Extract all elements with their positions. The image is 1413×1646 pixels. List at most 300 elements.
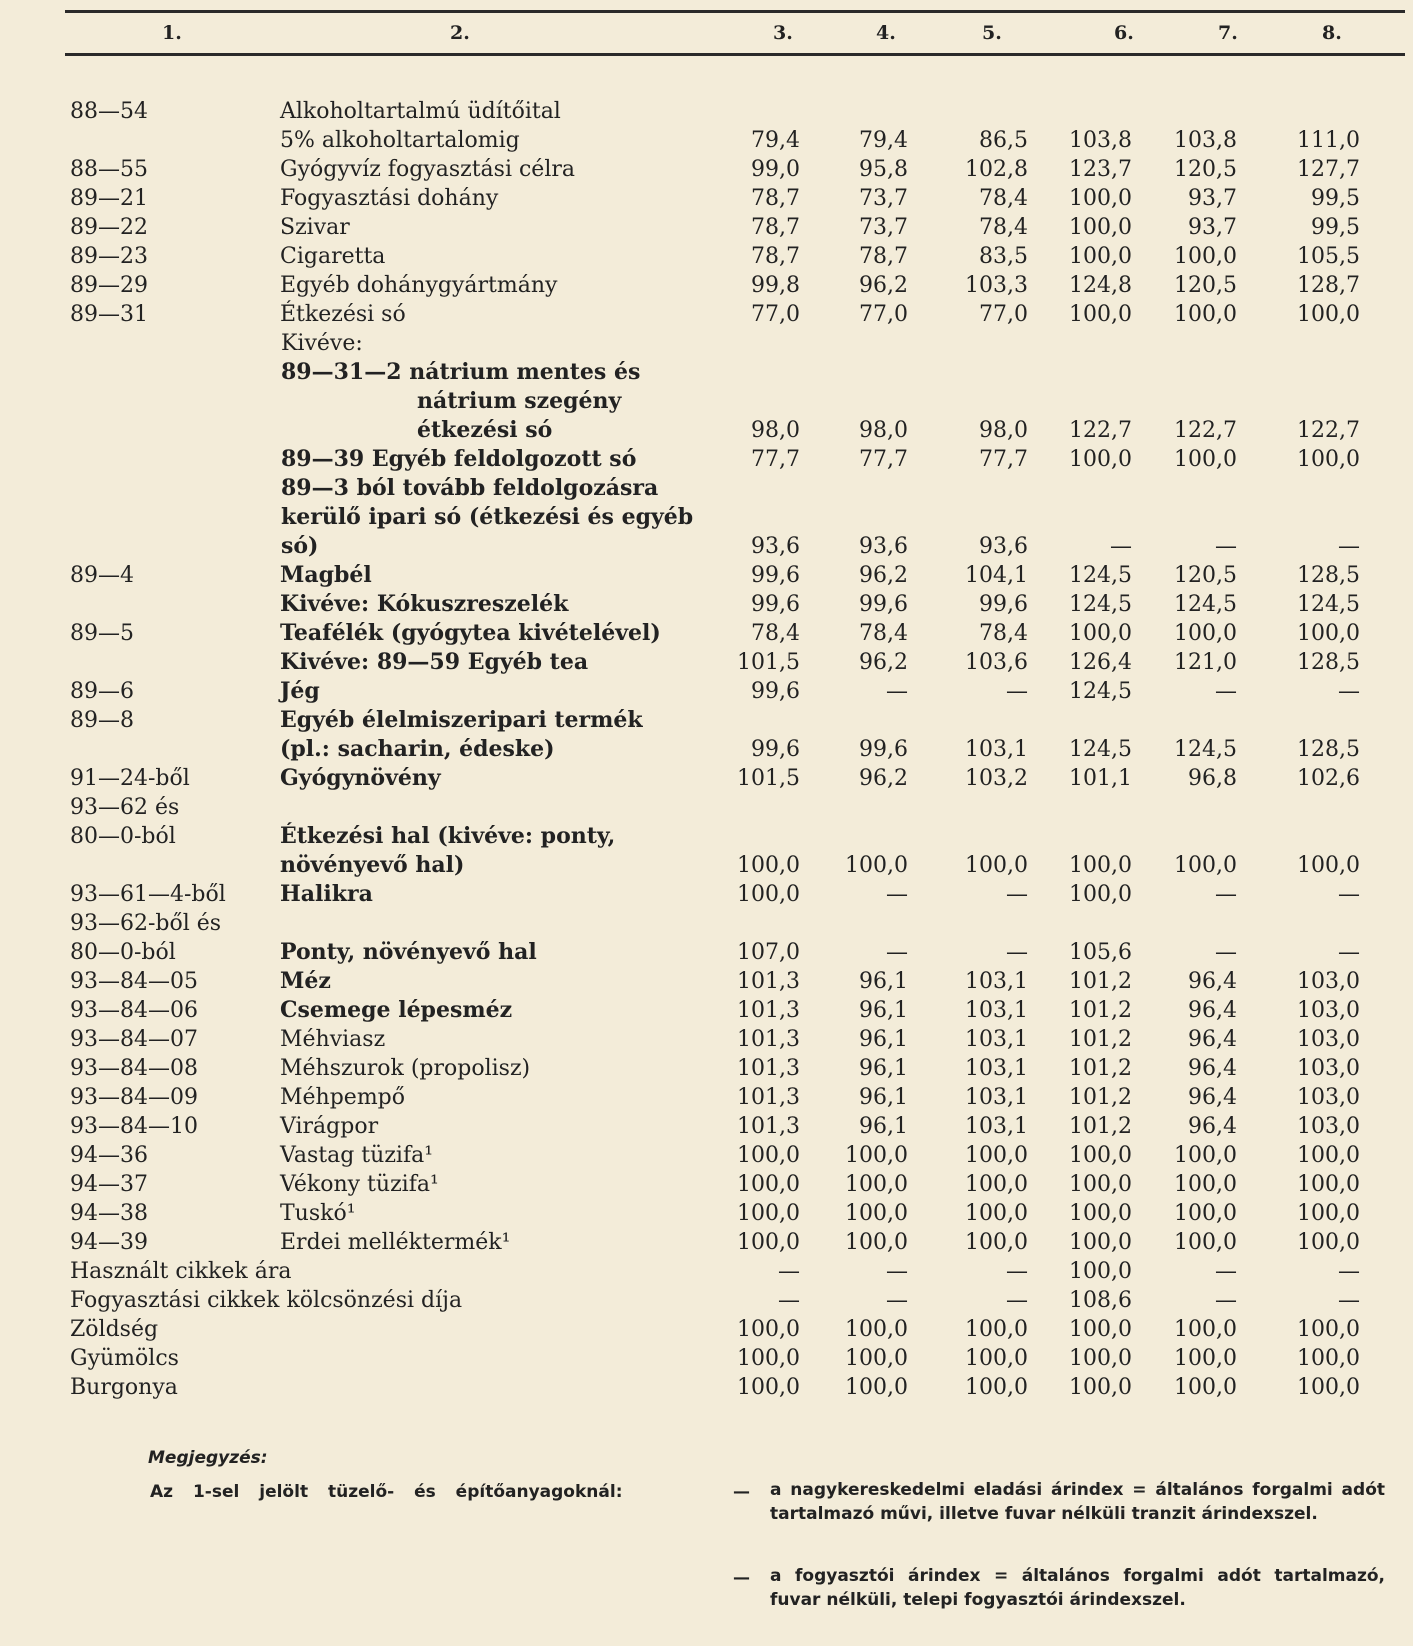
item-code: 94—39 — [70, 1230, 148, 1255]
index-value: 101,2 — [1069, 1085, 1132, 1110]
index-value: — — [1215, 534, 1237, 559]
note-title: Megjegyzés: — [148, 1448, 268, 1468]
table-row — [0, 793, 1413, 822]
index-value: 124,5 — [1297, 592, 1360, 617]
index-value: 96,4 — [1188, 969, 1237, 994]
table-row — [0, 851, 1413, 880]
index-value: — — [1338, 882, 1360, 907]
index-value: 124,5 — [1174, 592, 1237, 617]
column-number: 6. — [1114, 22, 1134, 44]
index-value: 101,1 — [1069, 766, 1132, 791]
index-value: — — [1215, 679, 1237, 704]
index-value: — — [778, 1259, 800, 1284]
index-value: 103,1 — [965, 969, 1028, 994]
index-value: 100,0 — [1069, 302, 1132, 327]
item-name: Ponty, növényevő hal — [280, 939, 537, 965]
item-code: 80—0-ból — [70, 824, 176, 849]
index-value: 103,2 — [965, 766, 1028, 791]
index-value: 100,0 — [1174, 1172, 1237, 1197]
index-value: 103,1 — [965, 1085, 1028, 1110]
index-value: 79,4 — [859, 128, 908, 153]
table-row — [0, 1112, 1413, 1141]
index-value: 99,5 — [1311, 215, 1360, 240]
item-code: 89—22 — [70, 215, 148, 240]
index-value: — — [1215, 940, 1237, 965]
index-value: 79,4 — [751, 128, 800, 153]
index-value: 93,6 — [859, 534, 908, 559]
item-name: kerülő ipari só (étkezési és egyéb — [281, 504, 694, 530]
index-value: 100,0 — [1069, 1172, 1132, 1197]
index-value: 120,5 — [1174, 273, 1237, 298]
table-row — [0, 213, 1413, 242]
index-value: 103,1 — [965, 1056, 1028, 1081]
table-row — [0, 706, 1413, 735]
index-value: 100,0 — [1174, 1201, 1237, 1226]
table-row — [0, 1054, 1413, 1083]
table-row — [0, 329, 1413, 358]
item-name: Méhviasz — [280, 1027, 386, 1052]
index-value: 96,1 — [859, 1056, 908, 1081]
item-code: 93—61—4-ből — [70, 882, 226, 907]
index-value: 100,0 — [1069, 853, 1132, 878]
index-value: 100,0 — [1174, 1375, 1237, 1400]
item-code: 93—84—07 — [70, 1027, 198, 1052]
table-row — [0, 909, 1413, 938]
index-value: 100,0 — [1297, 447, 1360, 472]
table-row — [0, 735, 1413, 764]
index-value: 122,7 — [1297, 418, 1360, 443]
table-row — [0, 184, 1413, 213]
item-code: Zöldség — [70, 1317, 159, 1342]
table-row — [0, 764, 1413, 793]
table-row — [0, 590, 1413, 619]
index-value: 101,3 — [737, 969, 800, 994]
index-value: — — [1215, 1288, 1237, 1313]
index-value: 103,1 — [965, 1027, 1028, 1052]
column-number: 1. — [162, 22, 182, 44]
item-name: Kivéve: Kókuszreszelék — [280, 591, 569, 617]
index-value: 100,0 — [1069, 1346, 1132, 1371]
item-code: 91—24-ből — [70, 766, 190, 791]
item-name: Szivar — [280, 215, 350, 240]
index-value: 100,0 — [737, 882, 800, 907]
index-value: 124,5 — [1069, 592, 1132, 617]
index-value: 100,0 — [1174, 853, 1237, 878]
item-code: 94—38 — [70, 1201, 148, 1226]
index-value: 101,2 — [1069, 1114, 1132, 1139]
index-value: 78,4 — [859, 621, 908, 646]
item-name: Méhszurok (propolisz) — [280, 1056, 531, 1081]
item-code: 89—29 — [70, 273, 148, 298]
index-value: — — [1338, 679, 1360, 704]
item-name: Tuskó¹ — [280, 1201, 356, 1226]
index-value: 93,7 — [1188, 186, 1237, 211]
index-value: 100,0 — [1069, 215, 1132, 240]
index-value: 128,5 — [1297, 563, 1360, 588]
table-row — [0, 155, 1413, 184]
index-value: 100,0 — [845, 1230, 908, 1255]
index-value: 105,5 — [1297, 244, 1360, 269]
index-value: 100,0 — [737, 1230, 800, 1255]
index-value: 99,6 — [751, 737, 800, 762]
index-value: 104,1 — [965, 563, 1028, 588]
table-row — [0, 996, 1413, 1025]
index-value: 96,1 — [859, 1085, 908, 1110]
index-value: 100,0 — [1069, 1201, 1132, 1226]
index-value: 93,6 — [979, 534, 1028, 559]
item-code: 93—62 és — [70, 795, 180, 820]
index-value: 100,0 — [1174, 302, 1237, 327]
table-row — [0, 648, 1413, 677]
index-value: 100,0 — [965, 1143, 1028, 1168]
index-value: 123,7 — [1069, 157, 1132, 182]
index-value: 78,4 — [979, 186, 1028, 211]
item-code: 94—37 — [70, 1172, 148, 1197]
item-name: 89—39 Egyéb feldolgozott só — [281, 446, 637, 472]
index-value: 100,0 — [1297, 1143, 1360, 1168]
index-value: 78,4 — [979, 215, 1028, 240]
table-row — [0, 97, 1413, 126]
index-value: 96,2 — [859, 650, 908, 675]
item-name: Egyéb dohánygyártmány — [280, 273, 558, 298]
index-value: 78,7 — [751, 244, 800, 269]
item-name: Egyéb élelmiszeripari termék — [280, 707, 643, 733]
index-value: 100,0 — [1297, 1346, 1360, 1371]
index-value: 124,8 — [1069, 273, 1132, 298]
index-value: 121,0 — [1174, 650, 1237, 675]
index-value: 99,6 — [751, 592, 800, 617]
index-value: 100,0 — [1174, 1317, 1237, 1342]
table-row — [0, 416, 1413, 445]
index-value: — — [1006, 1259, 1028, 1284]
table-row — [0, 1315, 1413, 1344]
table-row — [0, 1199, 1413, 1228]
index-value: 100,0 — [1174, 447, 1237, 472]
table-row — [0, 532, 1413, 561]
table-row — [0, 358, 1413, 387]
index-value: 120,5 — [1174, 563, 1237, 588]
table-row — [0, 126, 1413, 155]
index-value: 96,4 — [1188, 1114, 1237, 1139]
index-value: — — [1006, 1288, 1028, 1313]
index-value: 100,0 — [1297, 1172, 1360, 1197]
index-value: 124,5 — [1069, 563, 1132, 588]
item-code: 89—23 — [70, 244, 148, 269]
index-value: 96,4 — [1188, 1027, 1237, 1052]
item-name: Jég — [280, 678, 320, 704]
item-name: Gyógynövény — [280, 765, 441, 791]
top-rule — [65, 10, 1405, 13]
index-value: 99,0 — [751, 157, 800, 182]
index-value: 77,7 — [859, 447, 908, 472]
item-name: Erdei melléktermék¹ — [280, 1230, 511, 1255]
index-value: 100,0 — [845, 1317, 908, 1342]
index-value: 99,8 — [751, 273, 800, 298]
header-rule — [65, 53, 1405, 56]
item-name: Fogyasztási dohány — [280, 186, 499, 211]
item-name: Virágpor — [280, 1114, 379, 1139]
note-dash: — — [733, 1568, 750, 1588]
index-value: 100,0 — [737, 1375, 800, 1400]
note-lead: Az 1-sel jelölt tüzelő- és építőanyagoknál: — [150, 1482, 623, 1502]
index-value: 100,0 — [737, 1317, 800, 1342]
index-value: 100,0 — [965, 1375, 1028, 1400]
item-code: 89—31 — [70, 302, 148, 327]
index-value: 103,1 — [965, 1114, 1028, 1139]
index-value: 96,2 — [859, 563, 908, 588]
index-value: 101,5 — [737, 650, 800, 675]
index-value: 78,7 — [751, 186, 800, 211]
index-value: 96,4 — [1188, 1085, 1237, 1110]
item-code: 89—5 — [70, 621, 134, 646]
item-name: Magbél — [280, 562, 372, 588]
item-name: Gyógyvíz fogyasztási célra — [280, 157, 575, 182]
index-value: 101,3 — [737, 1027, 800, 1052]
index-value: 99,6 — [751, 679, 800, 704]
column-number: 5. — [982, 22, 1002, 44]
index-value: 78,7 — [859, 244, 908, 269]
index-value: 100,0 — [845, 1172, 908, 1197]
index-value: 100,0 — [737, 1143, 800, 1168]
index-value: — — [1338, 534, 1360, 559]
item-code: 93—84—09 — [70, 1085, 198, 1110]
item-name: Étkezési hal (kivéve: ponty, — [280, 823, 616, 849]
index-value: 101,5 — [737, 766, 800, 791]
index-value: 99,6 — [859, 592, 908, 617]
note-text: a nagykereskedelmi eladási árindex = általános forgalmi adót tartalmazó művi, illetve fuvar nélküli tranzit árindexszel. — [770, 1480, 1385, 1524]
index-value: 103,0 — [1297, 1056, 1360, 1081]
index-value: 103,0 — [1297, 1085, 1360, 1110]
index-value: 96,4 — [1188, 998, 1237, 1023]
index-value: 100,0 — [737, 1346, 800, 1371]
table-row — [0, 938, 1413, 967]
index-value: 78,4 — [979, 621, 1028, 646]
index-value: 128,5 — [1297, 737, 1360, 762]
index-value: 100,0 — [1069, 1143, 1132, 1168]
column-number: 7. — [1218, 22, 1238, 44]
index-value: 103,0 — [1297, 969, 1360, 994]
item-code: 80—0-ból — [70, 940, 176, 965]
index-value: — — [1338, 1288, 1360, 1313]
index-value: 100,0 — [1297, 302, 1360, 327]
index-value: 101,2 — [1069, 1027, 1132, 1052]
table-row — [0, 619, 1413, 648]
index-value: 77,0 — [979, 302, 1028, 327]
index-value: 96,4 — [1188, 1056, 1237, 1081]
item-code: 93—84—08 — [70, 1056, 198, 1081]
index-value: 96,8 — [1188, 766, 1237, 791]
index-value: 96,1 — [859, 969, 908, 994]
table-row — [0, 1286, 1413, 1315]
index-value: 100,0 — [737, 1201, 800, 1226]
index-value: 96,2 — [859, 273, 908, 298]
index-value: 103,0 — [1297, 998, 1360, 1023]
item-code: 89—8 — [70, 708, 134, 733]
index-value: 103,3 — [965, 273, 1028, 298]
index-value: 100,0 — [1297, 1375, 1360, 1400]
index-value: 101,3 — [737, 998, 800, 1023]
index-value: 126,4 — [1069, 650, 1132, 675]
index-value: 103,0 — [1297, 1114, 1360, 1139]
table-row — [0, 300, 1413, 329]
index-value: 100,0 — [1069, 1230, 1132, 1255]
index-value: 99,6 — [751, 563, 800, 588]
table-row — [0, 1170, 1413, 1199]
index-value: — — [1110, 534, 1132, 559]
item-name: (pl.: sacharin, édeske) — [280, 736, 555, 762]
item-name: Vastag tüzifa¹ — [280, 1143, 434, 1168]
index-value: — — [886, 1259, 908, 1284]
index-value: 100,0 — [965, 1172, 1028, 1197]
index-value: 98,0 — [859, 418, 908, 443]
index-value: 120,5 — [1174, 157, 1237, 182]
index-value: 98,0 — [979, 418, 1028, 443]
index-value: 107,0 — [737, 940, 800, 965]
index-value: 93,6 — [751, 534, 800, 559]
table-row — [0, 1373, 1413, 1402]
item-name: Cigaretta — [280, 244, 386, 269]
index-value: 105,6 — [1069, 940, 1132, 965]
table-row — [0, 822, 1413, 851]
item-name: Kivéve: — [281, 331, 363, 356]
index-value: 100,0 — [845, 1375, 908, 1400]
index-value: — — [778, 1288, 800, 1313]
table-row — [0, 1025, 1413, 1054]
index-value: 111,0 — [1297, 128, 1360, 153]
index-value: 100,0 — [845, 1346, 908, 1371]
index-value: 78,7 — [751, 215, 800, 240]
item-name: 89—3 ból tovább feldolgozásra — [281, 475, 659, 501]
index-value: 100,0 — [965, 853, 1028, 878]
table-row — [0, 967, 1413, 996]
table-row — [0, 474, 1413, 503]
index-value: 100,0 — [1069, 1259, 1132, 1284]
item-code: Használt cikkek ára — [70, 1259, 292, 1284]
index-value: 100,0 — [1069, 1375, 1132, 1400]
index-value: — — [1215, 1259, 1237, 1284]
item-name: növényevő hal) — [280, 852, 465, 878]
index-value: 103,6 — [965, 650, 1028, 675]
item-name: Kivéve: 89—59 Egyéb tea — [280, 649, 589, 675]
index-value: 124,5 — [1069, 737, 1132, 762]
index-value: 108,6 — [1069, 1288, 1132, 1313]
index-value: 93,7 — [1188, 215, 1237, 240]
item-name: só) — [281, 533, 319, 559]
item-name: Alkoholtartalmú üdítőital — [280, 99, 561, 124]
table-row — [0, 503, 1413, 532]
index-value: 101,3 — [737, 1056, 800, 1081]
index-value: 100,0 — [1069, 447, 1132, 472]
item-code: Gyümölcs — [70, 1346, 179, 1371]
item-code: 89—21 — [70, 186, 148, 211]
index-value: 128,7 — [1297, 273, 1360, 298]
index-value: 96,1 — [859, 998, 908, 1023]
table-row — [0, 561, 1413, 590]
index-value: 100,0 — [1297, 1201, 1360, 1226]
index-value: 96,1 — [859, 1027, 908, 1052]
item-code: 93—84—06 — [70, 998, 198, 1023]
item-name: Méhpempő — [280, 1085, 406, 1110]
item-name: Étkezési só — [280, 302, 406, 327]
index-value: — — [1006, 882, 1028, 907]
table-row — [0, 1257, 1413, 1286]
index-value: 103,0 — [1297, 1027, 1360, 1052]
index-value: 103,8 — [1174, 128, 1237, 153]
item-name: Halikra — [280, 881, 373, 907]
index-value: 124,5 — [1069, 679, 1132, 704]
index-value: 100,0 — [845, 853, 908, 878]
index-value: — — [1338, 940, 1360, 965]
note-text: a fogyasztói árindex = általános forgalmi adót tartalmazó, fuvar nélküli, telepi fogyasztói árindexszel. — [770, 1566, 1385, 1610]
item-name: Csemege lépesméz — [280, 997, 513, 1023]
index-value: 83,5 — [979, 244, 1028, 269]
index-value: 73,7 — [859, 215, 908, 240]
index-value: 100,0 — [1069, 621, 1132, 646]
index-value: — — [1006, 679, 1028, 704]
index-value: 101,3 — [737, 1085, 800, 1110]
index-value: 100,0 — [965, 1346, 1028, 1371]
index-value: 100,0 — [1069, 244, 1132, 269]
item-name: Méz — [280, 968, 331, 994]
index-value: 73,7 — [859, 186, 908, 211]
index-value: 100,0 — [1174, 621, 1237, 646]
index-value: 101,2 — [1069, 1056, 1132, 1081]
index-value: 100,0 — [1297, 1230, 1360, 1255]
note-dash: — — [733, 1482, 750, 1502]
item-name: 5% alkoholtartalomig — [280, 128, 520, 153]
index-value: 100,0 — [1297, 853, 1360, 878]
item-code: 93—84—05 — [70, 969, 198, 994]
index-value: — — [1006, 940, 1028, 965]
item-code: 93—84—10 — [70, 1114, 198, 1139]
table-row — [0, 242, 1413, 271]
column-number: 3. — [773, 22, 793, 44]
table-row — [0, 1083, 1413, 1112]
index-value: 77,0 — [751, 302, 800, 327]
item-name: Teafélék (gyógytea kivételével) — [280, 620, 661, 646]
item-code: 93—62-ből és — [70, 911, 222, 936]
index-value: 100,0 — [1069, 186, 1132, 211]
column-number: 4. — [876, 22, 896, 44]
index-value: 99,6 — [979, 592, 1028, 617]
index-value: — — [1338, 1259, 1360, 1284]
index-value: 86,5 — [979, 128, 1028, 153]
index-value: 95,8 — [859, 157, 908, 182]
index-value: 100,0 — [1174, 1346, 1237, 1371]
table-row — [0, 445, 1413, 474]
table-row — [0, 271, 1413, 300]
column-number: 8. — [1322, 22, 1342, 44]
index-value: 78,4 — [751, 621, 800, 646]
index-value: — — [1215, 882, 1237, 907]
table-row — [0, 880, 1413, 909]
index-value: 100,0 — [737, 1172, 800, 1197]
table-row — [0, 387, 1413, 416]
index-value: 100,0 — [1174, 1230, 1237, 1255]
item-code: 89—6 — [70, 679, 134, 704]
item-code: Fogyasztási cikkek kölcsönzési díja — [70, 1288, 463, 1313]
index-value: 100,0 — [845, 1201, 908, 1226]
index-value: 103,8 — [1069, 128, 1132, 153]
index-value: 127,7 — [1297, 157, 1360, 182]
column-number: 2. — [450, 22, 470, 44]
index-value: 101,2 — [1069, 969, 1132, 994]
index-value: 100,0 — [965, 1230, 1028, 1255]
table-row — [0, 1228, 1413, 1257]
index-value: 101,2 — [1069, 998, 1132, 1023]
index-value: 100,0 — [737, 853, 800, 878]
index-value: 122,7 — [1069, 418, 1132, 443]
